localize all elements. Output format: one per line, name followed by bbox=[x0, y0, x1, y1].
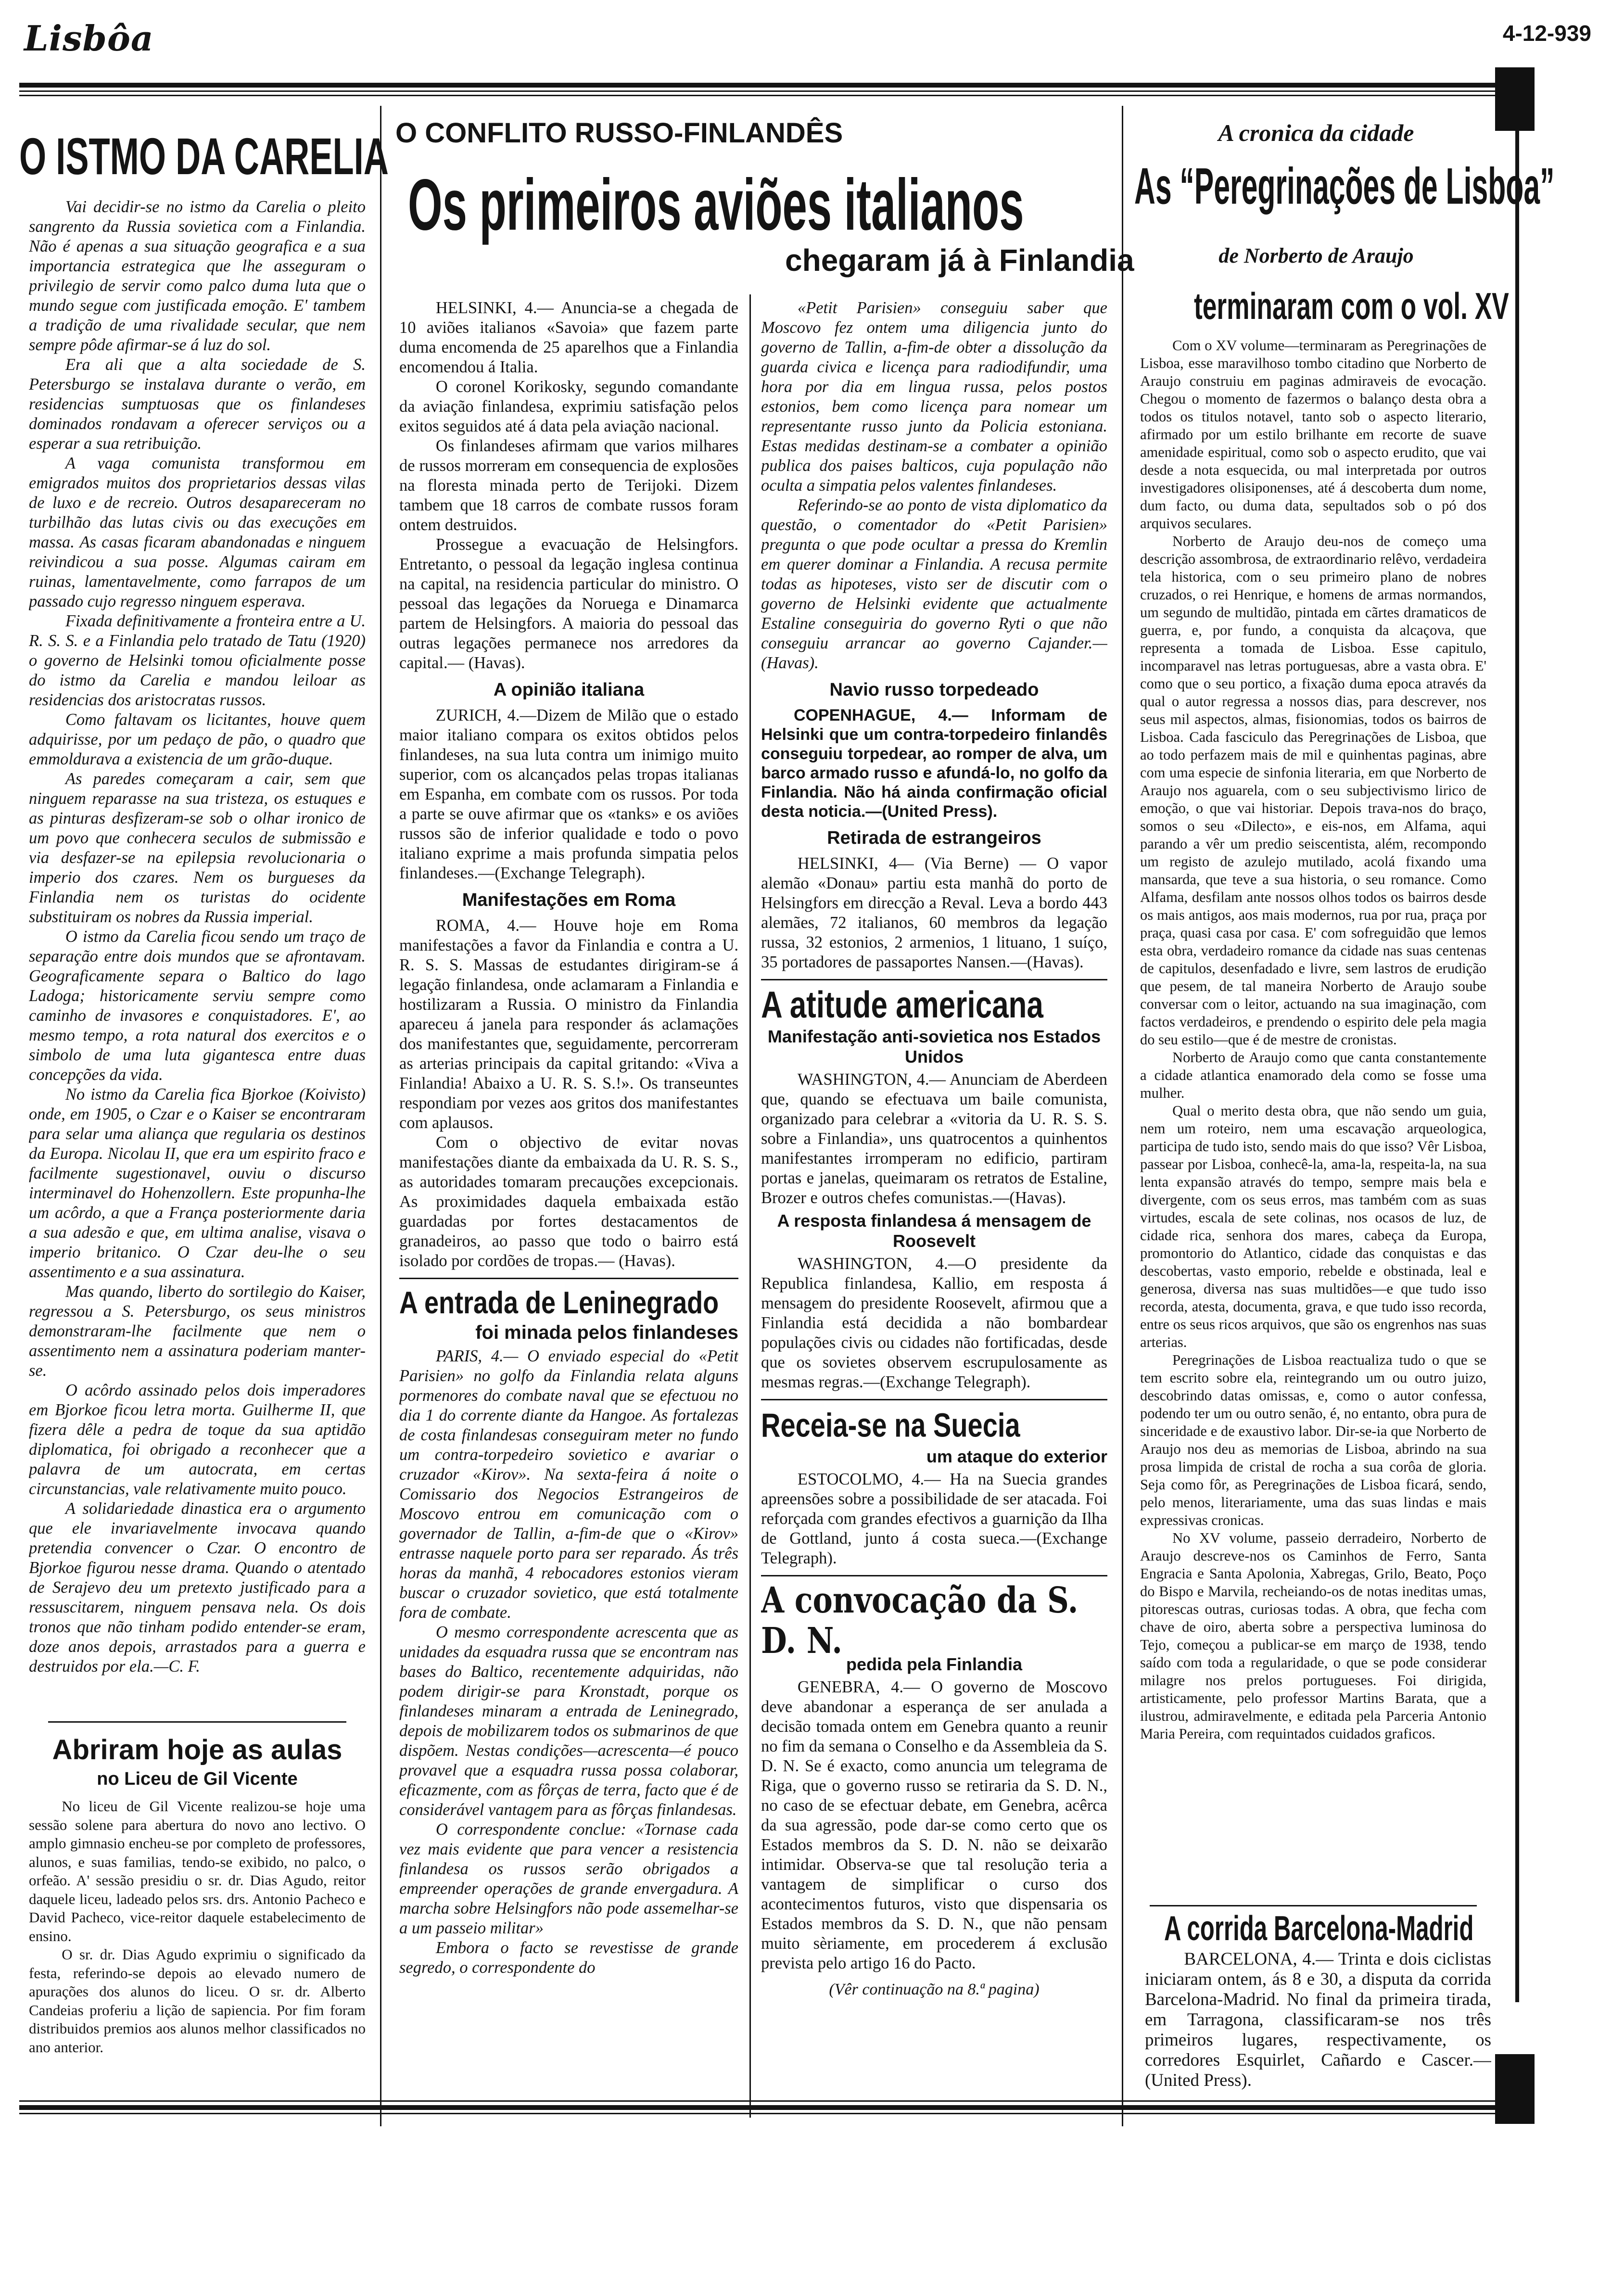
corrida-body bbox=[1145, 1949, 1491, 2094]
retirada-heading: Retirada de estrangeiros bbox=[827, 828, 1041, 848]
middle-paragraph: Prossegue a evacuação de Helsingfors. Entretanto, o pessoal da legação inglesa continua na capital, na residencia particular do ministro. O pessoal das legações da Noruega e Dinamarca partem de Helsingfors. A maioria do pessoal das outras legações permanece nos arredores da capital.— (Havas). bbox=[399, 535, 738, 672]
bottom-rule-thin-2 bbox=[19, 2113, 1501, 2114]
right-paragraph: Norberto de Araujo deu-nos de começo uma descrição assombrosa, de extraordinario relêvo, verdadeira tela historica, com o seu primeiro plano de nobres cruzados, o rei Henrique, e homens de armas normandos, um segundo de multidão, pintada em cãrtes dramaticos de guerra, e, por fundo, a conquista da alcaçova, que representa a tomada de Lisboa. Esse capitulo, incomparavel nas letras portuguesas, abre a vasta obra. E' como que o seu portico, a fixação duma epoca através da qual o autor regressa a nossos dias, para descrever, nos seus mil aspectos, almas, fisionomias, todos os bairros de Lisboa. Cada fasciculo das Peregrinações de Lisboa, que ao todo perfazem mais de mil e quinhentas paginas, abre com uma especie de sinfonia literaria, em que Norberto de Araujo nos aguarela, com o seu subjectivismo lirico de emoção, o que vai historiar. Depois trava-nos do braço, somos o seu «Dilecto», e eis-nos, em Alfama, aqui parando a vêr um predio seiscentista, além, recompondo um registo de azulejo mutilado, acolá fixando uma mansarda, que teve a sua historia, o seu romance. Como Alfama, desfilam ante nossos olhos todos os bairros desde os mais antigos, aos mais modernos, rua por rua, praça por praça, quasi casa por casa. E' com sofreguidão que lemos esta obra, verdadeiro romance da cidade nas suas centenas de capitulos, desenfadado e livre, sem lastros de erudição que pesem, de tal maneira Norberto de Araujo soube conversar com o leitor, actuando na sua imaginação, com factos verdadeiros, e prendendo o espirito dele pela magia do seu estilo—que é de mestre de cronistas. bbox=[1140, 533, 1486, 1048]
right-paragraph: No XV volume, passeio derradeiro, Norberto de Araujo descreve-nos os Caminhos de Ferro, Santa Engracia e Santa Apolonia, Xabregas, Grilo, Beato, Poço do Bispo e Marvila, recheiando-os de notas ineditas umas, pitorescas outras, curiosas todas. A obra, que fecha com chave de oiro, aberta sobre a perspectiva luminosa do Tejo, começou a publicar-se em março de 1938, tendo saído com toda a regularidade, o que se pode considerar milagre nos prelos portugueses. Foi dirigida, artisticamente, pelo professor Martins Barata, que a ilustrou, admiravelmente, e editada pela Parceria Antonio Maria Pereira, com requintados cuidados graficos. bbox=[1140, 1530, 1486, 1742]
top-rule-thin bbox=[19, 90, 1501, 92]
corrida-paragraph: BARCELONA, 4.— Trinta e dois ciclistas iniciaram ontem, ás 8 e 30, a disputa da corrida Barcelona-Madrid. No final da primeira tirada, em Tarragona, classificaram-se nos três primeiros lugares, respectivamente, os corredores Esquirlet, Cañardo e Cascer.— (United Press). bbox=[1145, 1949, 1491, 2090]
middle-paragraph: ROMA, 4.— Houve hoje em Roma manifestações a favor da Finlandia e contra a U. R. S. S. Massas de estudantes dirigiram-se á legação finlandesa, onde aclamaram a Finlandia e hostilizaram a Russia. O ministro da Finlandia apareceu á janela para responder ás aclamações dos manifestantes que, seguidamente, percorreram as arterias principais da capital gritando: «Viva a Finlandia! Abaixo a U. R. S. S.!». Os transeuntes respondiam por vezes aos gritos dos manifestantes com aplausos. bbox=[399, 916, 738, 1132]
manifestacoes-roma-heading: Manifestações em Roma bbox=[462, 890, 676, 910]
right-paragraph: Norberto de Araujo como que canta constantemente a cidade atlantica enamorado dela como se fosse uma mulher. bbox=[1140, 1049, 1486, 1101]
middle-paragraph: HELSINKI, 4.— Anuncia-se a chegada de 10 aviões italianos «Savoia» que fazem parte duma encomenda de 25 aparelhos que a Finlandia encomendou á Italia. bbox=[399, 299, 738, 376]
left-paragraph: A vaga comunista transformou em emigrados muitos dos proprietarios dessas vilas de luxo e de recreio. Outros desapareceram no turbilhão das lutas civis ou das execuções em massa. As casas ficaram abandonadas e ninguem reivindicou a sua posse. Algumas cairam em ruinas, lamentavelmente, como farrapos de um passado cujo regresso ninguem esperava. bbox=[29, 454, 366, 610]
left-paragraph: Vai decidir-se no istmo da Carelia o pleito sangrento da Russia sovietica com a Finlandia. Não é apenas a sua situação geografica e a sua importancia estrategica que lhe asseguram o privilegio de servir como palco duma luta que o mundo segue com justificada emoção. E' tambem a tradição de uma rivalidade secular, que nem sempre pôde afirmar-se á luz do sol. bbox=[29, 198, 366, 354]
left-paragraph: Como faltavam os licitantes, houve quem adquirisse, por um pedaço de pão, o quadro que emmoldurava a existencia de um grão-duque. bbox=[29, 711, 366, 768]
left-paragraph: A solidariedade dinastica era o argumento que ele invariavelmente invocava quando pretendia convencer o Czar. O encontro de Bjorkoe figurou nesse drama. Quando o atentado de Serajevo deu um pretexto justificado para a ressuscitarem, ninguem pensava nela. Os dois tronos que não tinham podido entender-se eram, doze anos depois, arrastados para a guerra e destruidos por ela.—C. F. bbox=[29, 1499, 366, 1676]
right-edge-rule bbox=[1515, 131, 1519, 2002]
left-divider bbox=[48, 1721, 346, 1723]
right-article-body bbox=[1140, 337, 1486, 1899]
resposta-heading: A resposta finlandesa á mensagem de Roosevelt bbox=[777, 1211, 1091, 1251]
middle-paragraph: GENEBRA, 4.— O governo de Moscovo deve abandonar a esperança de ser anulada a decisão tomada ontem em Genebra quanto a reunir no fim da semana o Conselho e da Assembleia da S. D. N. Se é exacto, como anuncia um telegrama de Riga, que o governo russo se retiraria da S. D. N., no caso de se efectuar debate, em Genebra, acêrca da sua agressão, pode dar-se como certo que os Estados membros da S. D. N. não se deixarão intimidar. Observa-se que tal resolução teria a vantagem de simplificar o curso dos acontecimentos futuros, visto que dispensaria os Estados membros da S. D. N., que não pensam muito sèriamente, em procederem á exclusão prevista pelo artigo 16 do Pacto. bbox=[761, 1678, 1107, 1972]
middle-paragraph: Embora o facto se revestisse de grande segredo, o correspondente do bbox=[399, 1939, 738, 1977]
aulas-title: Abriram hoje as aulas bbox=[52, 1734, 343, 1765]
top-rule-thin-2 bbox=[19, 95, 1501, 96]
aulas-subtitle: no Liceu de Gil Vicente bbox=[97, 1769, 298, 1789]
middle-divider bbox=[399, 1278, 738, 1279]
right-paragraph: Com o XV volume—terminaram as Peregrinações de Lisboa, esse maravilhoso tombo citadino que Norberto de Araujo construiu em paginas admiraveis de evocação. Chegou o momento de fazermos o balanço desta obra a todos os titulos notavel, tanto sob o aspecto literario, afirmado por um estilo brilhante em recorte de suave amenidade espiritual, como sob o aspecto erudito, que vai desde a nota esquecida, ou mal interpretada por outros investigadores olisiponenses, até á descoberta dum nome, dum facto, ou duma data, sepultados sob o pó dos arquivos seculares. bbox=[1140, 337, 1486, 532]
right-paragraph: Peregrinações de Lisboa reactualiza tudo o que se tem escrito sobre ela, reintegrando um ou outro juizo, descobrindo datas omissas, e, como o autor confessa, podendo ter um ou outro senão, é, no entanto, obra pura de sinceridade e de exaustivo labor. Dir-se-ia que Norberto de Araujo nos deu as memorias de Lisboa, abrindo na sua prosa limpida de cristal de rocha a sua corôa de gloria. Seja como fôr, as Peregrinações de Lisboa ficará, sendo, pelo menos, literariamente, uma das suas lindas e mais expressivas cronicas. bbox=[1140, 1352, 1486, 1528]
middle-divider bbox=[761, 1399, 1107, 1400]
americana-title: A atitude americana bbox=[761, 984, 1043, 1026]
middle-inner-divider bbox=[749, 294, 751, 2118]
middle-paragraph: Referindo-se ao ponto de vista diplomatico da questão, o comentador do «Petit Parisien» pregunta o que pode ocultar a pressa do Kremlin em querer dominar a Finlandia. A recusa permite todas as hipoteses, visto ser de discutir com o governo de Helsinki evidente que actualmente Estaline conseguiria do governo Ryti o que não conseguiu arrancar ao governo Cajander.— (Havas). bbox=[761, 496, 1107, 672]
bottom-rule-thin bbox=[19, 2100, 1501, 2102]
middle-kicker: O CONFLITO RUSSO-FINLANDÊS bbox=[395, 117, 843, 149]
left-article-body bbox=[29, 197, 366, 1713]
middle-subheadline: chegaram já à Finlandia bbox=[785, 243, 1134, 278]
middle-paragraph: «Petit Parisien» conseguiu saber que Moscovo fez ontem uma diligencia junto do governo de Tallin, a-fim-de obter a dissolução da guarda civica e licença para radiodifundir, uma hora por dia em lingua russa, pelos postos estonios, bem como licença para nomear um representante russo junto da Policia estoniana. Estas medidas destinam-se a combater a opinião publica dos paises balticos, cuja população não oculta a simpatia pelos valentes finlandeses. bbox=[761, 299, 1107, 495]
middle-divider bbox=[761, 1575, 1107, 1576]
suecia-subtitle: um ataque do exterior bbox=[926, 1447, 1107, 1466]
newspaper-masthead: Lisbôa bbox=[24, 18, 154, 59]
left-paragraph: No istmo da Carelia fica Bjorkoe (Koivisto) onde, em 1905, o Czar e o Kaiser se encontraram para selar uma aliança que regularia os destinos da Europa. Nicolau II, que era um espirito fraco e facilmente sugestionavel, ouviu o discurso interminavel do Hohenzollern. Este propunha-lhe um acôrdo, a que a França posteriormente daria a sua adesão e que, em ultima analise, visava o imperio britanico. O Czar deu-lhe o seu assentimento e a sua assinatura. bbox=[29, 1085, 366, 1281]
bottom-rule-thick bbox=[19, 2105, 1501, 2110]
corrida-title: A corrida Barcelona-Madrid bbox=[1164, 1909, 1474, 1948]
middle-paragraph: HELSINKI, 4— (Via Berne) — O vapor alemão «Donau» partiu esta manhã do porto de Helsingfors em direcção a Reval. Leva a bordo 443 alemães, 72 italianos, 60 membros da legação russa, 32 estonios, 2 armenios, 1 lituano, 1 suíço, 35 portadores de passaportes Nansen.—(Havas). bbox=[761, 854, 1107, 971]
right-subtitle: terminaram com o vol. XV bbox=[1194, 286, 1509, 328]
middle-divider bbox=[761, 979, 1107, 980]
left-paragraph: O istmo da Carelia ficou sendo um traço de separação entre dois mundos que se afrontavam. Geograficamente separa o Baltico do lago Ladoga; historicamente serviu sempre como caminho de invasores e conquistadores. E', ao mesmo tempo, a rota natural dos exercitos e o simbolo de uma luta gigantesca entre duas concepções da vida. bbox=[29, 927, 366, 1084]
left-paragraph: Fixada definitivamente a fronteira entre a U. R. S. S. e a Finlandia pelo tratado de Tatu (1920) o governo de Helsinki tomou oficialmente posse do istmo da Carelia e mandou leiloar as residencias dos aristocratas russos. bbox=[29, 612, 366, 709]
column-divider-1 bbox=[380, 106, 381, 2126]
aulas-paragraph: O sr. dr. Dias Agudo exprimiu o significado da festa, referindo-se depois ao elevado numero de apurações dos alunos do liceu. O sr. dr. Alberto Candeias proferiu a lição de sapiencia. Por fim foram distribuidos premios aos alunos melhor classificados no ano anterior. bbox=[29, 1946, 366, 2056]
left-paragraph: As paredes começaram a cair, sem que ninguem reparasse na sua tristeza, os estuques e as pinturas desfizeram-se sob o olhar ironico de um povo que conhecera seculos de submissão e via desfazer-se na epilepsia revolucionaria o imperio dos czares. Nem os burgueses da Finlandia nem os turistas do ocidente substituiram os nobres da Russia imperial. bbox=[29, 770, 366, 926]
right-byline: de Norberto de Araujo bbox=[1218, 244, 1414, 267]
aulas-paragraph: No liceu de Gil Vicente realizou-se hoje uma sessão solene para abertura do novo ano lectivo. O amplo gimnasio encheu-se por completo de professores, alunos, e suas familias, tendo-se exibido, no palco, o orfeão. A' sessão presidiu o sr. dr. Dias Agudo, reitor daquele liceu, ladeado pelos srs. drs. Antonio Pacheco e David Pacheco, vice-reitor daquele estabelecimento de ensino. bbox=[29, 1798, 366, 1944]
middle-column-2 bbox=[761, 298, 1107, 2088]
right-divider bbox=[1150, 1905, 1477, 1906]
sdn-title: A convocação da S. D. N. bbox=[761, 1579, 1078, 1662]
middle-paragraph: WASHINGTON, 4.— Anunciam de Aberdeen que, quando se efectuava um baile comunista, organizado para celebrar a «vitoria da U. R. S. S. sobre a Finlandia», uns quatrocentos a quinhentos manifestantes irromperam no edificio, partiram portas e janelas, queimaram os retratos de Estaline, Brozer e outros chefes comunistas.—(Havas). bbox=[761, 1070, 1107, 1207]
column-divider-2 bbox=[1122, 106, 1123, 2126]
middle-paragraph: Os finlandeses afirmam que varios milhares de russos morreram em consequencia de explosões na floresta minada perto de Terijoki. Dizem tambem que 18 carros de combate russos foram ontem destruidos. bbox=[399, 437, 738, 534]
bottom-right-black-block bbox=[1495, 2054, 1535, 2124]
middle-headline: Os primeiros aviões italianos bbox=[408, 164, 1024, 246]
top-rule-thick bbox=[19, 83, 1501, 88]
sdn-subtitle: pedida pela Finlandia bbox=[846, 1654, 1023, 1674]
left-paragraph: Era ali que a alta sociedade de S. Petersburgo se instalava durante o verão, em residencias sumptuosas que os finlandeses dominados rondavam a oferecer serviços ou a esperar a sua retribuição. bbox=[29, 356, 366, 453]
right-article-title: As “Peregrinações de Lisboa” bbox=[1134, 158, 1555, 215]
navio-paragraph: COPENHAGUE, 4.— Informam de Helsinki que um contra-torpedeiro finlandês conseguiu torpedear, ao romper de alva, um barco armado russo e afundá-lo, no golfo da Finlandia. Não há ainda confirmação oficial desta noticia.—(United Press). bbox=[761, 706, 1107, 821]
middle-paragraph: WASHINGTON, 4.—O presidente da Republica finlandesa, Kallio, em resposta á mensagem do presidente Roosevelt, afirmou que a Finlandia está decidida a não bombardear populações civis ou cidades não fortificadas, desde que os sovietes observem escrupulosamente as mesmas regras.—(Exchange Telegraph). bbox=[761, 1255, 1107, 1391]
aulas-body bbox=[29, 1797, 366, 2067]
left-article-title: O ISTMO DA CARELIA bbox=[19, 127, 389, 186]
left-paragraph: O acôrdo assinado pelos dois imperadores em Bjorkoe ficou letra morta. Guilherme II, que fizera dêle a pedra de toque da sua aptidão diplomatica, foi obrigado a reconhecer que a palavra de um autocrata, em certas circunstancias, vale relativamente muito pouco. bbox=[29, 1381, 366, 1498]
leninegrado-title: A entrada de Leninegrado bbox=[399, 1285, 719, 1321]
middle-column-1 bbox=[399, 298, 738, 2107]
top-right-black-block bbox=[1495, 67, 1535, 131]
middle-paragraph: O coronel Korikosky, segundo comandante da aviação finlandesa, exprimiu satisfação pelos exitos seguidos até á data pela aviação nacional. bbox=[399, 378, 738, 435]
americana-subtitle: Manifestação anti-sovietica nos Estados Unidos bbox=[767, 1027, 1101, 1067]
right-paragraph: Qual o merito desta obra, que não sendo um guia, nem um roteiro, nem uma escavação arqueologica, participa de tudo isto, sendo mais do que isso? Vêr Lisboa, passear por Lisboa, conhecê-la, ama-la, respeita-la, na sua lenta expansão através do tempo, sempre mais bela e divergente, com os seus erros, mas também com as suas virtudes, escala de sete colinas, nos ocasos de luz, de cidade rica, senhora dos mares, cabeça da Europa, promontorio do Atlantico, cidade das conquistas e das descobertas, vasto emporio, rebelde e obstinada, leal e generosa, diversa nas suas multidões—e que tudo isso recorda, atesta, documenta, grava, e que tudo isso recorda, entre os seus ricos arquivos, que são os engrenhos nas suas arterias. bbox=[1140, 1103, 1486, 1350]
middle-paragraph: O mesmo correspondente acrescenta que as unidades da esquadra russa que se encontram nas bases do Baltico, recentemente adquiridas, não podem dirigir-se para Kronstadt, porque os finlandeses minaram a entrada de Leninegrado, depois de mobilizarem todos os submarinos de que dispõem. Nestas condições—acrescenta—é pouco provavel que a esquadra russa possa colaborar, eficazmente, com as fôrças de terra, facto que é de considerável vantagem para as fôrças finlandesas. bbox=[399, 1623, 738, 1819]
left-paragraph: Mas quando, liberto do sortilegio do Kaiser, regressou a S. Petersburgo, os seus ministros demonstraram-lhe facilmente que nem o assentimento nem a assinatura poderiam manter-se. bbox=[29, 1283, 366, 1380]
middle-paragraph: ZURICH, 4.—Dizem de Milão que o estado maior italiano compara os exitos obtidos pelos finlandeses, na sua luta contra um inimigo muito superior, com os alcançados pelas tropas italianas em Espanha, em combate com os russos. Por toda a parte se ouve afirmar que os «tanks» e os aviões russos são de inferior qualidade e todo o povo italiano exprime a mais profunda simpatia pelos finlandeses.—(Exchange Telegraph). bbox=[399, 706, 738, 882]
middle-paragraph: Com o objectivo de evitar novas manifestações diante da embaixada da U. R. S. S., as autoridades tomaram precauções excepcionais. As proximidades daquela embaixada estão guardadas por fortes destacamentos de granadeiros, ao passo que todo o bairro está isolado por cordões de tropas.— (Havas). bbox=[399, 1133, 738, 1270]
continued-note: (Vêr continuação na 8.ª pagina) bbox=[829, 1981, 1040, 1998]
right-kicker: A cronica da cidade bbox=[1218, 119, 1414, 146]
leninegrado-subtitle: foi minada pelos finlandeses bbox=[475, 1322, 738, 1343]
suecia-title: Receia-se na Suecia bbox=[761, 1406, 1020, 1444]
middle-paragraph: PARIS, 4.— O enviado especial do «Petit Parisien» no golfo da Finlandia relata alguns pormenores do combate naval que se efectuou no dia 1 do corrente diante da Hangoe. As fortalezas de costa finlandesas conseguiram meter no fundo um contra-torpedeiro sovietico e avariar o cruzador «Kirov». Na sexta-feira á noite o Comissario dos Negocios Estrangeiros de Moscovo entrou em comunicação com o governador de Tallin, a-fim-de que o «Kirov» entrasse naquele porto para ser reparado. Ás três horas da manhã, 4 rebocadores estonios vieram buscar o cruzador sovietico, que está totalmente fora de combate. bbox=[399, 1347, 738, 1622]
middle-paragraph: O correspondente conclue: «Tornase cada vez mais evidente que para vencer a resistencia finlandesa os russos serão obrigados a empreender operações de grande envergadura. A marcha sobre Helsingfors não pode assemelhar-se a um passeio militar» bbox=[399, 1820, 738, 1937]
navio-heading: Navio russo torpedeado bbox=[829, 680, 1039, 700]
opiniao-italiana-heading: A opinião italiana bbox=[493, 680, 645, 700]
page-date: 4-12-939 bbox=[1502, 21, 1591, 46]
middle-paragraph: ESTOCOLMO, 4.— Ha na Suecia grandes apreensões sobre a possibilidade de ser atacada. Foi reforçada com grandes efectivos a guarnição da Ilha de Gottland, junto á costa sueca.—(Exchange Telegraph). bbox=[761, 1470, 1107, 1567]
